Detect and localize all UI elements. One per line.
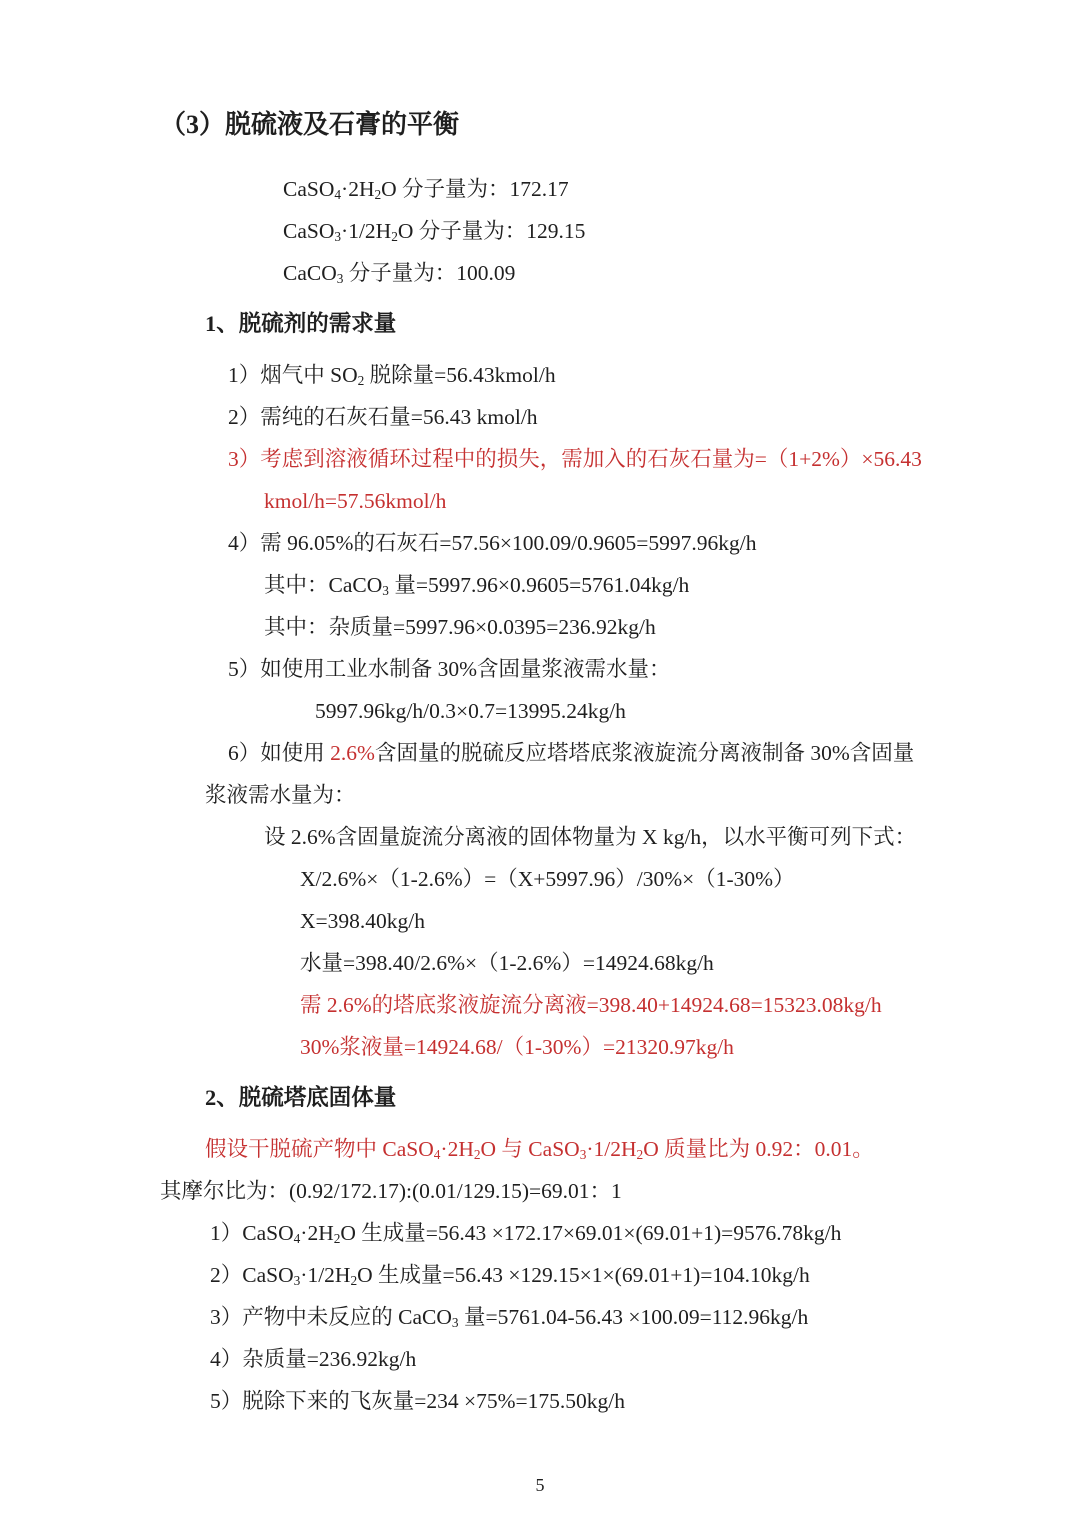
text-segment: 6）如使用 [228,741,331,765]
document-line [0,1128,1080,1170]
document-line [0,1380,1080,1422]
text-segment: 需 2.6%的塔底浆液旋流分离液=398.40+14924.68=15323.08kg/h [300,993,882,1017]
document-line [0,480,1080,522]
document-line [0,564,1080,606]
document-line [0,942,1080,984]
document-line [0,816,1080,858]
page-title [0,102,1080,148]
page-number: 5 [535,1475,545,1495]
text-segment: 其中：CaCO$_3$ 量=5997.96×0.9605=5761.04kg/h [264,573,690,599]
document-line [0,1170,1080,1212]
text-segment: 5）脱除下来的飞灰量=234 ×75%=175.50kg/h [210,1389,626,1413]
text-segment: 2、脱硫塔底固体量 [205,1085,397,1110]
text-segment: 5）如使用工业水制备 30%含固量浆液需水量： [228,657,671,681]
text-segment: kmol/h=57.56kmol/h [264,489,447,513]
text-segment: 4）需 96.05%的石灰石=57.56×100.09/0.9605=5997.96kg/h [228,531,757,555]
document-line [0,774,1080,816]
document-line [0,252,1080,294]
text-segment: 浆液需水量为： [205,783,356,807]
text-segment: 3）考虑到溶液循环过程中的损失，需加入的石灰石量为=（1+2%）×56.43 [228,447,922,471]
text-segment: 其摩尔比为：(0.92/172.17):(0.01/129.15)=69.01：1 [160,1179,622,1203]
text-segment: $1)CaSO_4\cdot 2H_2O$ 生成量=56.43 ×172.17×69.01×(69.01+1)=9576.78kg/h [210,1221,842,1247]
document-line [0,354,1080,396]
document-line [0,438,1080,480]
text-segment: 4）杂质量=236.92kg/h [210,1347,417,1371]
text-segment: $CaSO_4\cdot 2H_2O$ 分子量为：172.17 [283,177,569,203]
document-line [0,690,1080,732]
document-line [0,858,1080,900]
text-segment: $CaSO_3\cdot 1/2H_2O$ 分子量为：129.15 [283,219,586,245]
text-segment: 其中：杂质量=5997.96×0.0395=236.92kg/h [264,615,656,639]
text-segment: 5997.96kg/h/0.3×0.7=13995.24kg/h [315,699,626,723]
document-line [0,522,1080,564]
section-heading [0,301,1080,347]
document-line [0,1026,1080,1068]
document-line [0,732,1080,774]
document-line [0,1338,1080,1380]
text-segment: （3）脱硫液及石膏的平衡 [160,110,460,139]
document-line [0,1254,1080,1296]
text-segment: X/2.6%×（1-2.6%）=（X+5997.96）/30%×（1-30%） [300,867,795,891]
text-segment: 设 2.6%含固量旋流分离液的固体物量为 X kg/h，以水平衡可列下式： [264,825,917,849]
document-line [0,168,1080,210]
text-segment: 30%浆液量=14924.68/（1-30%）=21320.97kg/h [300,1035,734,1059]
text-segment: 水量=398.40/2.6%×（1-2.6%）=14924.68kg/h [300,951,714,975]
text-segment: 含固量的脱硫反应塔塔底浆液旋流分离液制备 30%含固量 [374,741,915,765]
text-segment: 2）需纯的石灰石量=56.43 kmol/h [228,405,538,429]
document-line [0,606,1080,648]
document-line [0,1296,1080,1338]
text-segment: 2.6% [330,741,375,765]
document-line [0,900,1080,942]
text-segment: X=398.40kg/h [300,909,426,933]
text-segment: 1、脱硫剂的需求量 [205,311,397,336]
document-line [0,396,1080,438]
section-heading [0,1075,1080,1121]
document-line [0,984,1080,1026]
text-segment: 假设干脱硫产物中 $CaSO_4\cdot 2H_2O$ 与 $CaSO_3\cdot 1/2H_2O$ 质量比为 0.92：0.01。 [205,1137,874,1163]
document-line [0,1212,1080,1254]
document-line [0,210,1080,252]
document-line [0,648,1080,690]
text-segment: 1）烟气中 $SO_2$ 脱除量=56.43kmol/h [228,363,556,389]
text-segment: $2)CaSO_3\cdot 1/2H_2O$ 生成量=56.43 ×129.15×1×(69.01+1)=104.10kg/h [210,1263,810,1289]
text-segment: 3）产物中未反应的 CaCO$_3$ 量=5761.04-56.43 ×100.09=112.96kg/h [210,1305,809,1331]
text-segment: CaCO$_3$ 分子量为：100.09 [283,261,516,287]
